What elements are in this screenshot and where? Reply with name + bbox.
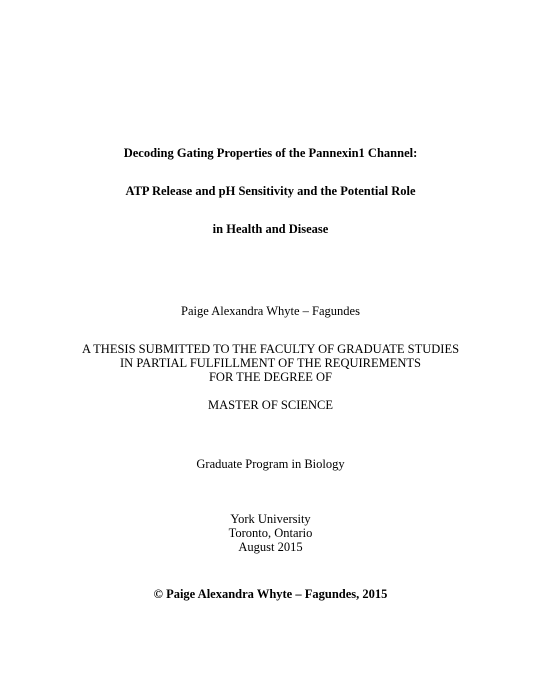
thesis-title-line-1: Decoding Gating Properties of the Pannexin1 Channel: [123,146,418,160]
university-name: York University [230,512,311,526]
submission-date: August 2015 [238,540,303,554]
degree-name: MASTER OF SCIENCE [207,398,334,412]
submission-statement-line-3: FOR THE DEGREE OF [208,370,333,384]
author-name: Paige Alexandra Whyte – Fagundes [181,304,360,318]
graduate-program: Graduate Program in Biology [196,457,345,471]
submission-statement-line-1: A THESIS SUBMITTED TO THE FACULTY OF GRADUATE STUDIES [81,342,460,356]
thesis-title-line-2: ATP Release and pH Sensitivity and the Potential Role [125,184,416,198]
submission-statement-line-2: IN PARTIAL FULFILLMENT OF THE REQUIREMENTS [120,356,421,370]
copyright-notice: © Paige Alexandra Whyte – Fagundes, 2015 [153,587,388,601]
university-location: Toronto, Ontario [228,526,313,540]
thesis-title-line-3: in Health and Disease [212,222,329,236]
